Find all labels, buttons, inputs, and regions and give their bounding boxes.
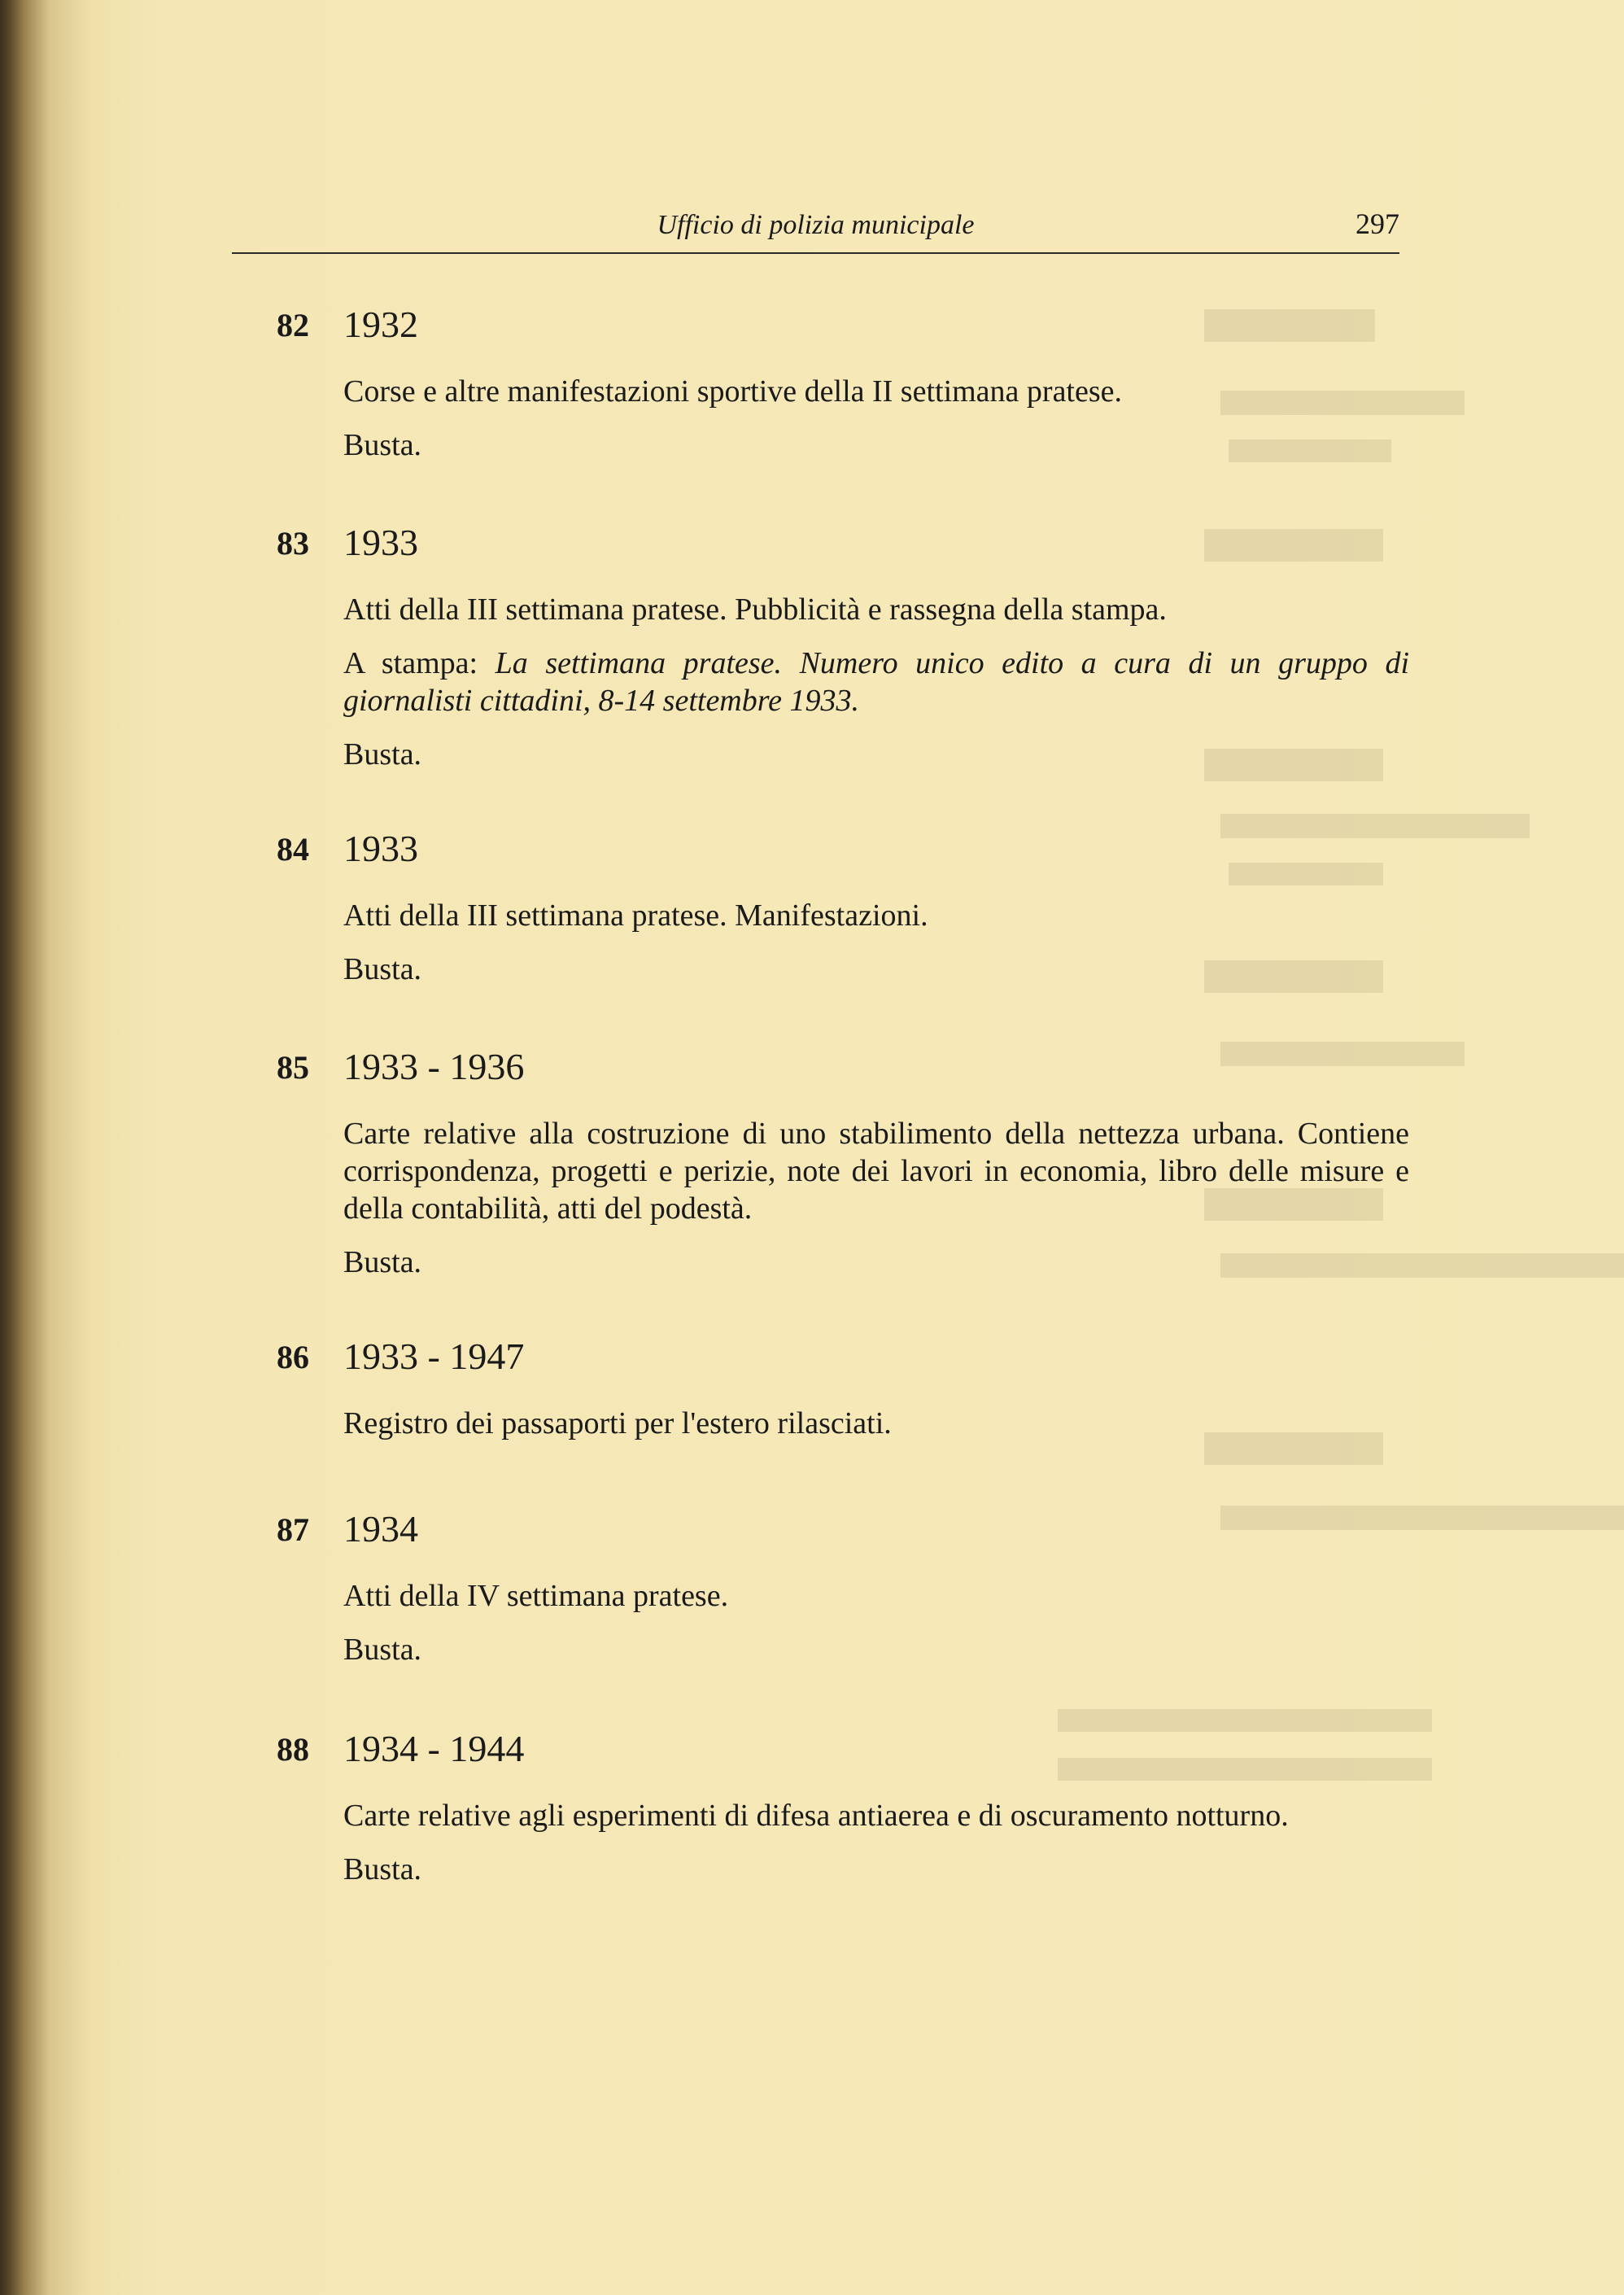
- entry-body: [343, 1405, 1409, 1458]
- running-header-title: Ufficio di polizia municipale: [657, 210, 975, 240]
- entry-date: 1933: [343, 522, 418, 563]
- entry-date: 1933 - 1936: [343, 1046, 525, 1087]
- entry-body: [343, 1797, 1409, 1904]
- entry-number: 83: [277, 525, 309, 562]
- entry-number: 84: [277, 831, 309, 868]
- entry-date: 1934: [343, 1508, 418, 1550]
- entry-description: Carte relative agli esperimenti di difesa antiaerea e di oscuramento notturno.: [343, 1799, 1289, 1833]
- entry-date: 1933: [343, 828, 418, 869]
- entry-description: Registro dei passaporti per l'estero rilasciati.: [343, 1406, 892, 1440]
- entry-container: Busta.: [343, 737, 422, 772]
- entry-date: 1934 - 1944: [343, 1728, 525, 1769]
- entry-description: Atti della III settimana pratese. Manifestazioni.: [343, 898, 928, 933]
- page-number: 297: [1356, 208, 1399, 240]
- entry-container: Busta.: [343, 952, 422, 986]
- entry-date: 1932: [343, 304, 418, 345]
- entry-number: 88: [277, 1731, 309, 1768]
- entry-date: 1933 - 1947: [343, 1335, 525, 1377]
- entry-number: 86: [277, 1339, 309, 1375]
- entry-description: Corse e altre manifestazioni sportive della II settimana pratese.: [343, 374, 1123, 409]
- print-title: La settimana pratese. Numero unico edito a cura di un gruppo di giornalisti cittadini, 8-14 settembre 1933.: [343, 646, 1410, 718]
- entry-body: [343, 591, 1409, 789]
- entry-number: 87: [277, 1511, 309, 1548]
- entry-body: [343, 373, 1409, 480]
- entry-container: Busta.: [343, 428, 422, 462]
- entry-container: Busta.: [343, 1245, 422, 1279]
- entry-container: Busta.: [343, 1633, 422, 1667]
- entry-description: Atti della IV settimana pratese.: [343, 1579, 729, 1613]
- entry-description: Atti della III settimana pratese. Pubblicità e rassegna della stampa.: [343, 592, 1167, 627]
- entry-body: [343, 897, 1409, 1004]
- entry-description: Carte relative alla costruzione di uno stabilimento della nettezza urbana. Contiene corrispondenza, progetti e perizie, note dei lavori in economia, libro delle misure e della contabilità, atti del podestà.: [343, 1117, 1409, 1226]
- entry-print-note: [343, 645, 1409, 719]
- entry-container: Busta.: [343, 1852, 422, 1886]
- entry-body: [343, 1577, 1409, 1685]
- entry-number: 85: [277, 1049, 309, 1086]
- running-header: [232, 203, 1399, 254]
- entry-body: [343, 1115, 1409, 1297]
- entry-number: 82: [277, 307, 309, 343]
- print-prefix: A stampa:: [343, 646, 478, 680]
